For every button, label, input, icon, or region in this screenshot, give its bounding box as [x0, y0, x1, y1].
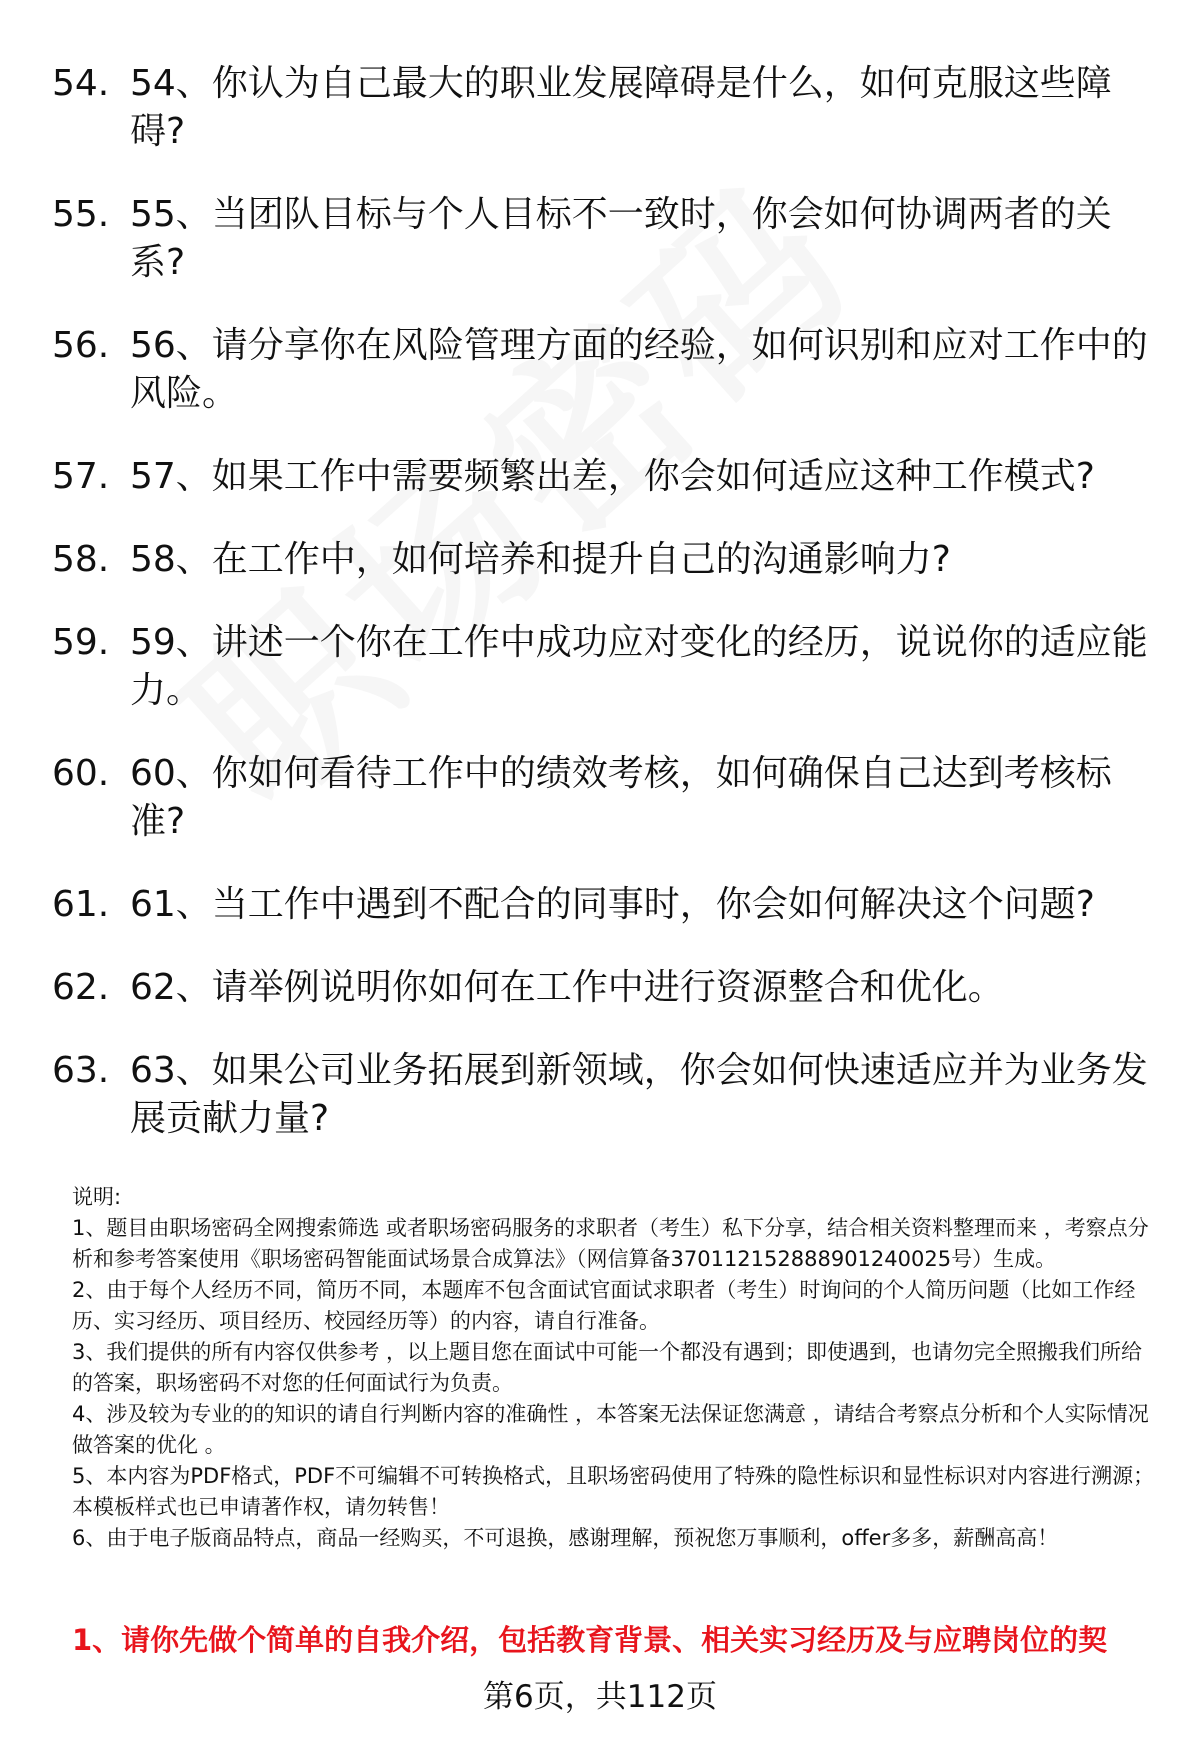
list-item [52, 322, 1152, 418]
question-number: 62. [52, 967, 110, 1008]
question-text: 61、当工作中遇到不配合的同事时，你会如何解决这个问题? [130, 884, 1095, 925]
question-number: 58. [52, 539, 110, 580]
question-number: 61. [52, 884, 110, 925]
notes-section [72, 1182, 1162, 1554]
next-section-question: 1、请你先做个简单的自我介绍，包括教育背景、相关实习经历及与应聘岗位的契 [72, 1623, 1108, 1657]
question-number: 59. [52, 622, 110, 663]
list-item [52, 191, 1152, 287]
question-text: 59、讲述一个你在工作中成功应对变化的经历，说说你的适应能力。 [130, 622, 1148, 711]
question-number: 63. [52, 1050, 110, 1091]
question-text: 57、如果工作中需要频繁出差，你会如何适应这种工作模式? [130, 456, 1095, 497]
question-text: 54、你认为自己最大的职业发展障碍是什么，如何克服这些障碍? [130, 63, 1112, 152]
question-text: 60、你如何看待工作中的绩效考核，如何确保自己达到考核标准? [130, 753, 1112, 842]
question-number: 57. [52, 456, 110, 497]
question-text: 55、当团队目标与个人目标不一致时，你会如何协调两者的关系? [130, 194, 1112, 283]
page-number: 第6页，共112页 [483, 1679, 717, 1715]
note-item: 5、本内容为PDF格式，PDF不可编辑不可转换格式，且职场密码使用了特殊的隐性标识和显性标识对内容进行溯源；本模板样式也已申请著作权，请勿转售！ [72, 1464, 1155, 1519]
list-item [52, 536, 1152, 584]
list-item [52, 60, 1152, 156]
note-item: 4、涉及较为专业的的知识的请自行判断内容的准确性 ，本答案无法保证您满意 ，请结合考察点分析和个人实际情况做答案的优化 。 [72, 1402, 1149, 1457]
list-item [52, 1047, 1152, 1143]
question-number: 54. [52, 63, 110, 104]
note-item: 1、题目由职场密码全网搜索筛选 或者职场密码服务的求职者（考生）私下分享，结合相关资料整理而来 ，考察点分析和参考答案使用《职场密码智能面试场景合成算法》（网信算备370112152888901240025号）生成。 [72, 1216, 1149, 1271]
question-number: 60. [52, 753, 110, 794]
list-item [52, 964, 1152, 1012]
question-number: 56. [52, 325, 110, 366]
note-item: 3、我们提供的所有内容仅供参考 ，以上题目您在面试中可能一个都没有遇到；即使遇到，也请勿完全照搬我们所给的答案，职场密码不对您的任何面试行为负责。 [72, 1340, 1143, 1395]
question-text: 63、如果公司业务拓展到新领域，你会如何快速适应并为业务发展贡献力量? [130, 1050, 1148, 1139]
list-item [52, 750, 1152, 846]
list-item [52, 453, 1152, 501]
question-text: 58、在工作中，如何培养和提升自己的沟通影响力? [130, 539, 951, 580]
question-text: 62、请举例说明你如何在工作中进行资源整合和优化。 [130, 967, 1004, 1008]
note-item: 6、由于电子版商品特点，商品一经购买，不可退换，感谢理解，预祝您万事顺利，offer多多，薪酬高高！ [72, 1526, 1059, 1550]
question-text: 56、请分享你在风险管理方面的经验，如何识别和应对工作中的风险。 [130, 325, 1148, 414]
list-item [52, 881, 1152, 929]
note-item: 2、由于每个人经历不同，简历不同，本题库不包含面试官面试求职者（考生）时询问的个人简历问题（比如工作经历、实习经历、项目经历、校园经历等）的内容，请自行准备。 [72, 1278, 1136, 1333]
notes-heading: 说明: [72, 1185, 122, 1209]
question-number: 55. [52, 194, 110, 235]
list-item [52, 619, 1152, 715]
question-list [52, 60, 1152, 1178]
